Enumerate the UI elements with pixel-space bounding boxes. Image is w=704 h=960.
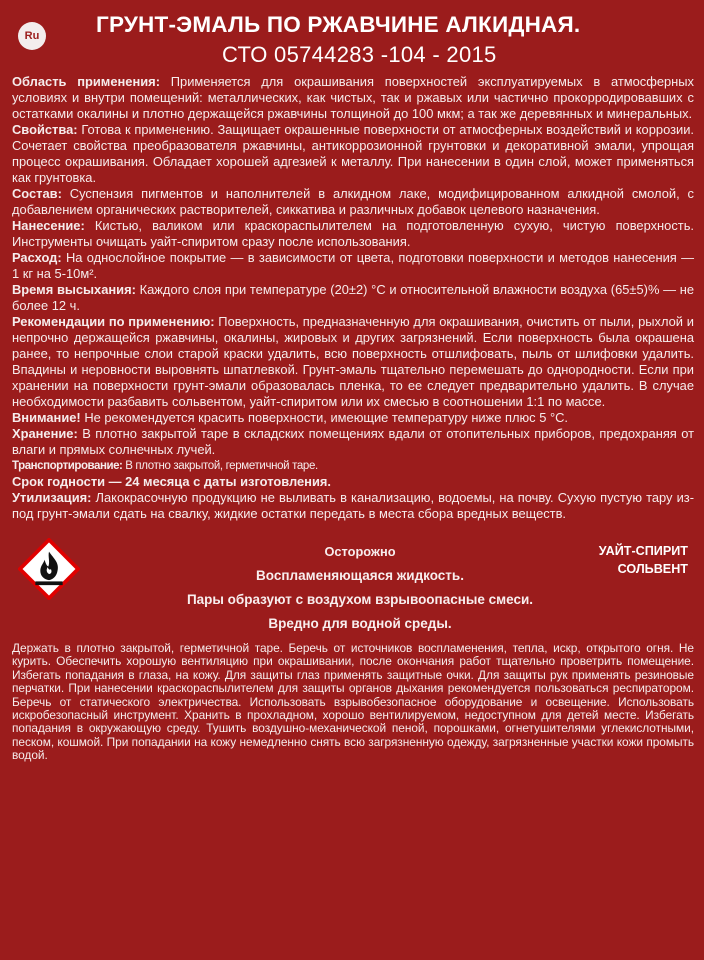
label-header (12, 8, 694, 70)
language-badge: Ru (18, 22, 46, 50)
section-text: В плотно закрытой таре в складских помещениях вдали от отопительных приборов, предохраняя от влаги и прямых солнечных лучей. (12, 426, 694, 457)
section-label: Утилизация: (12, 490, 92, 505)
section-disposal (12, 490, 694, 522)
section-text: Лакокрасочную продукцию не выливать в канализацию, водоемы, на почву. Сухую пустую тару из-под грунт-эмали сдать на свалку, жидкие остатки передать в места сбора вредных веществ. (12, 490, 694, 521)
flammable-flame-icon (18, 538, 80, 600)
section-storage (12, 426, 694, 458)
hazard-statement: Пары образуют с воздухом взрывоопасные смеси. (186, 592, 534, 607)
section-label: Время высыхания: (12, 282, 136, 297)
section-label: Состав: (12, 186, 62, 201)
section-application (12, 74, 694, 122)
product-info-sections (12, 74, 694, 522)
section-label: Хранение: (12, 426, 78, 441)
section-label: Нанесение: (12, 218, 85, 233)
standard-number: СТО 05744283 -104 - 2015 (222, 42, 497, 67)
section-label: Свойства: (12, 122, 78, 137)
section-text: Применяется для окрашивания поверхностей эксплуатируемых в атмосферных условиях и внутри помещений: металлических, как чистых, так и ржавых или частично прокорродировавших с остатками окалины и плотно держащейся ржавчины толщиной до 100 мкм; а так же деревянных и минеральных. (12, 74, 694, 121)
section-transportation (12, 458, 694, 474)
solvents-list (599, 542, 688, 578)
section-label: Внимание! (12, 410, 81, 425)
section-text: Не рекомендуется красить поверхности, имеющие температуру ниже плюс 5 °C. (80, 410, 569, 425)
section-label: Расход: (12, 250, 62, 265)
section-text: Готова к применению. Защищает окрашенные поверхности от атмосферных воздействий и коррозии. Сочетает свойства преобразователя ржавчины, антикоррозионной грунтовки и декоративной эмали, упрощая процесс окрашивания. Обладает хорошей адгезией к металлу. При нанесении в один слой, может применяться как грунтовка. (12, 122, 694, 185)
section-label: Рекомендации по применению: (12, 314, 215, 329)
hazard-statement: Вредно для водной среды. (268, 616, 452, 631)
section-shelf-life (12, 474, 694, 490)
solvent-name: УАЙТ-СПИРИТ (598, 544, 688, 558)
section-label: Срок годности — (12, 474, 126, 489)
section-text: Поверхность, предназначенную для окрашивания, очистить от пыли, рыхлой и непрочно держащейся ржавчины, окалины, жировых и других загрязнений. Если поверхность была окрашена ранее, то непрочные слои старой краски удалить, всю поверхность отшлифовать, пыль от шлифовки удалить. Впадины и неровности выровнять шпатлевкой. Грунт-эмаль тщательно перемешать до однородности. Если при хранении на поверхности грунт-эмали образовалась пленка, то ее следует предварительно удалить. В случае необходимости разбавить сольвентом, уайт-спиритом или их смесью в соотношении 1:1 по массе. (12, 314, 694, 409)
product-title: ГРУНТ-ЭМАЛЬ ПО РЖАВЧИНЕ АЛКИДНАЯ. (96, 12, 581, 37)
hazard-statement: Воспламеняющаяся жидкость. (256, 568, 464, 583)
section-application-method (12, 218, 694, 250)
section-properties (12, 122, 694, 186)
section-label: Область применения: (12, 74, 160, 89)
section-text: Суспензия пигментов и наполнителей в алкидном лаке, модифицированном алкидной смолой, с добавлением органических растворителей, сиккатива и различных добавок целевого назначения. (12, 186, 694, 217)
solvent-name: СОЛЬВЕНТ (617, 562, 688, 576)
section-composition (12, 186, 694, 218)
section-text: Каждого слоя при температуре (20±2) °C и относительной влажности воздуха (65±5)% — не более 12 ч. (12, 282, 694, 313)
section-text: Кистью, валиком или краскораспылителем на подготовленную сухую, чистую поверхность. Инструменты очищать уайт-спиритом сразу после использования. (12, 218, 694, 249)
section-consumption (12, 250, 694, 282)
section-recommendations (12, 314, 694, 410)
hazard-block (12, 534, 694, 638)
hazard-statements (120, 540, 600, 636)
section-text: 24 месяца с даты изготовления. (125, 474, 331, 489)
section-drying-time (12, 282, 694, 314)
section-label: Транспортирование: (12, 460, 123, 472)
section-text: В плотно закрытой, герметичной таре. (122, 460, 318, 472)
section-text: На однослойное покрытие — в зависимости от цвета, подготовки поверхности и методов нанесения — 1 кг на 5-10м². (12, 250, 694, 281)
safety-precautions-text: Держать в плотно закрытой, герметичной таре. Беречь от источников воспламенения, тепла, искр, открытого огня. Не курить. Обеспечить хорошую вентиляцию при окрашивании, после окончания работ тщательно проветрить помещение. Избегать попадания в глаза, на кожу. Для защиты глаз применять защитные очки. Для защиты рук применять резиновые перчатки. При нанесении краскораспылителем для защиты органов дыхания рекомендуется пользоваться респиратором. Беречь от статического электричества. Использовать взрывобезопасное оборудование и освещение. Использовать искробезопасный инструмент. Хранить в прохладном, хорошо вентилируемом, недоступном для детей месте. Избегать попадания в окружающую среду. Тушить воздушно-механической пеной, порошками, огнетушителями углекислотными, песком, кошмой. При попадании на кожу немедленно снять всю загрязненную одежду, загрязненные участки кожи промыть водой. (12, 641, 694, 763)
signal-word: Осторожно (324, 544, 396, 559)
section-attention (12, 410, 694, 426)
